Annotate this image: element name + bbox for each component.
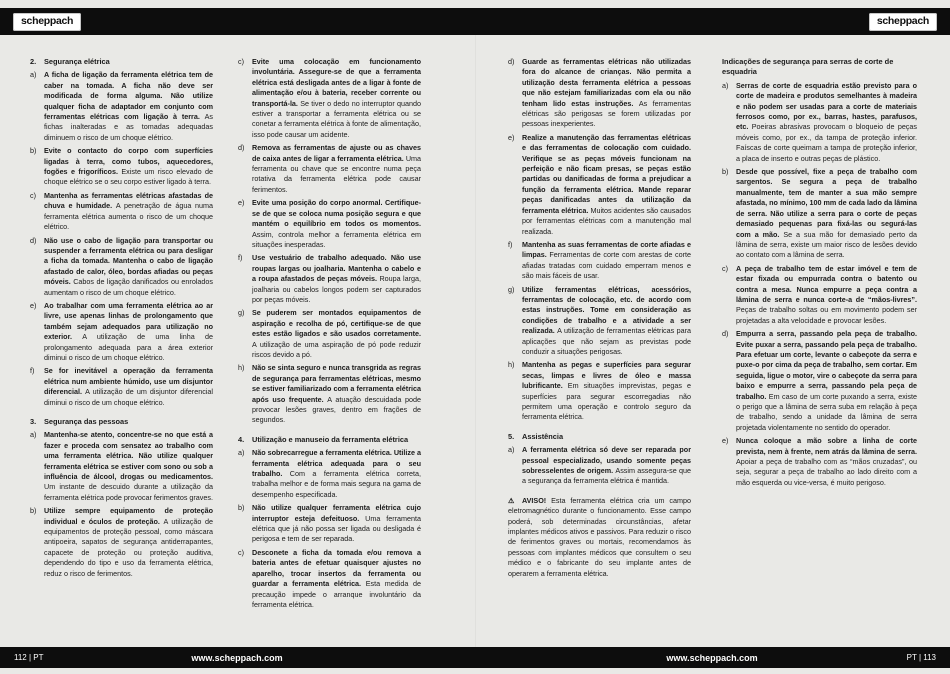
item-lead-text: Remova as ferramentas de ajuste ou as chaves de caixa antes de ligar a ferramenta elétrica.: [252, 143, 421, 163]
item-body-text: Com a ferramenta elétrica correta, trabalha melhor e de forma mais segura na gama de desempenho especificada.: [252, 469, 421, 499]
scheppach-logo-left: [13, 13, 81, 31]
item-marker: e): [238, 198, 245, 208]
item-lead-text: A ficha de ligação da ferramenta elétrica tem de caber na tomada. A ficha não deve ser modificada de forma alguma. Não utilize qualquer ficha de adaptador em conjunto com ferramentas elétricas com ligação à terra.: [44, 70, 213, 122]
item-marker: f): [30, 366, 35, 376]
item-lead-text: Utilize ferramentas elétricas, acessórios, ferramentas de colocação, etc. de acordo com estas instruções. Tome em consideração as condições de trabalho e a atividade a ser realizada.: [522, 284, 691, 336]
item-body-text: A atuação descuidada pode provocar lesões graves, dentro em frações de segundos.: [252, 394, 421, 425]
section-heading: [508, 432, 691, 442]
list-item: [238, 503, 421, 545]
item-body-text: Uma ferramenta ou chave que se encontre numa peça rotativa da ferramenta elétrica pode causar ferimentos.: [252, 153, 421, 194]
item-body-text: A utilização de uma linha de prolongamento adequada para a área exterior diminui o risco de um choque elétrico.: [44, 332, 213, 362]
item-marker: e): [508, 132, 515, 142]
item-body-text: Um instante de descuido durante a utilização da ferramenta elétrica pode provocar ferimentos graves.: [44, 482, 213, 502]
item-body-text: As fichas inalteradas e as tomadas adequadas diminuem o risco de um choque elétrico.: [44, 112, 213, 142]
text-column: [238, 57, 421, 613]
item-lead-text: A peça de trabalho tem de estar imóvel e tem de estar fixada ou empurrada contra o batento ou contra a mesa. Nunca empurre a peça contra a lâmina de serra e nunca corte-a de “mãos-livres”.: [736, 263, 917, 304]
item-lead-text: Realize a manutenção das ferramentas elétricas e das ferramentas de colocação com cuidado. Verifique se as peças móveis funcionam na perfeição e não ficam presas, se peças estão partidas ou danificadas de forma a prejudicar a função da ferramenta elétrica. Mande reparar peças danificadas antes da utilização da ferramenta elétrica.: [522, 132, 691, 215]
section-title: Indicações de segurança para serras de corte de esquadria: [722, 57, 894, 77]
item-marker: c): [722, 263, 728, 273]
list-item: [238, 143, 421, 195]
list-item: [722, 329, 917, 433]
list-item: [30, 70, 213, 143]
top-bar: [0, 8, 950, 35]
item-marker: g): [508, 284, 515, 294]
item-marker: h): [238, 363, 245, 373]
warning-text: Esta ferramenta elétrica cria um campo eletromagnético durante o funcionamento. Esse campo poderá, sob determinadas circunstâncias, afetar implantes médicos ativos e passivos. Para reduzir o risco de ferimentos graves ou mortais, recomendamos às pessoas com implantes médicos que consultem o seu médico e o fabricante do seu implante antes de operarem a ferramenta elétrica.: [508, 495, 691, 578]
item-body-text: Existe um risco elevado de choque elétrico se o seu corpo estiver ligado à terra.: [44, 167, 213, 187]
item-lead-text: Evite o contacto do corpo com superfícies ligadas à terra, como tubos, aquecedores, fogões e frigoríficos.: [44, 146, 213, 177]
item-marker: c): [30, 190, 36, 200]
item-body-text: Em situações imprevistas, pegas e superfícies para segurar escorregadias não permitem uma operação e controlo seguro da ferramenta elétrica.: [522, 381, 691, 422]
item-lead-text: Serras de corte de esquadria estão previsto para o corte de madeira e produtos semelhantes à madeira e não podem ser usadas para a corte de materiais ferrosos como, por ex., barras, hastes, parafusos, etc.: [736, 80, 917, 132]
section-number: 3.: [30, 417, 37, 426]
item-lead-text: Utilize sempre equipamento de proteção individual e óculos de proteção.: [44, 506, 213, 526]
item-lead-text: Mantenha as suas ferramentas de corte afiadas e limpas.: [522, 239, 691, 260]
list-item: [238, 548, 421, 610]
warning-label: AVISO!: [517, 495, 552, 505]
list-item: [508, 240, 691, 282]
section-number: 2.: [30, 57, 37, 66]
list-item: [238, 57, 421, 140]
list-item: [508, 133, 691, 237]
list-item: [30, 506, 213, 579]
item-marker: b): [30, 146, 37, 156]
list-item: [30, 236, 213, 298]
website-url-left: www.scheppach.com: [191, 652, 283, 663]
item-body-text: A utilização de ferramentas elétricas para aplicações que não sejam as previstas pode conduzir a situações perigosas.: [522, 326, 692, 356]
text-column: [30, 57, 213, 613]
list-item: [508, 360, 691, 422]
item-marker: a): [30, 430, 37, 440]
item-lead-text: Evite uma posição do corpo anormal. Certifique-se de que se coloca numa posição segura e que mantém o equilíbrio em todos os momentos.: [252, 198, 421, 229]
section-title: Assistência: [522, 431, 564, 441]
item-lead-text: Se puderem ser montados equipamentos de aspiração e recolha de pó, certifique-se de que estes estão ligados e são usados corretamente.: [252, 308, 421, 339]
item-body-text: Poeiras abrasivas provocam o bloqueio de peças móveis como, por ex., da tampa de proteção inferior. Faíscas de corte queimam a tampa de proteção inferior, a placa de inserto e outras peças de plástico.: [736, 122, 917, 163]
list-item: [238, 308, 421, 360]
item-body-text: Esta medida de precaução impede o arranque involuntário da ferramenta elétrica.: [252, 579, 421, 609]
list-item: [722, 81, 917, 164]
item-body-text: Uma ferramenta elétrica que já não possa ser ligada ou desligada é perigosa e tem de ser reparada.: [252, 513, 421, 544]
list-item: [238, 253, 421, 305]
item-marker: e): [30, 300, 37, 310]
item-body-text: Se tiver o dedo no interruptor quando estiver a transportar a ferramenta elétrica ou se conetar a ferramenta elétrica à fonte de alimentação, isso pode causar um acidente.: [252, 98, 421, 139]
list-item: [238, 198, 421, 250]
item-marker: a): [722, 80, 729, 90]
item-marker: a): [508, 445, 515, 455]
logo-text: scheppach: [21, 14, 74, 27]
manual-pages: [0, 35, 950, 647]
item-body-text: Assim assegura-se que a segurança da ferramenta elétrica é mantida.: [522, 466, 691, 486]
logo-text: scheppach: [876, 14, 929, 27]
item-body-text: Assim, controla melhor a ferramenta elétrica em situações inesperadas.: [252, 229, 421, 249]
section-number: 5.: [508, 431, 515, 441]
section-heading: [30, 57, 213, 67]
page-number-left: 112 | PT: [14, 653, 44, 662]
text-column: [508, 57, 691, 613]
item-body-text: Ferramentas de corte com arestas de corte afiadas tratadas com cuidado emperram menos e são mais fáceis de usar.: [522, 250, 692, 281]
item-lead-text: Ao trabalhar com uma ferramenta elétrica ao ar livre, use apenas linhas de prolongamento que também sejam adequados para utilização no exterior.: [44, 300, 213, 342]
list-item: [722, 264, 917, 326]
item-marker: c): [238, 57, 244, 66]
item-lead-text: Evite uma colocação em funcionamento involuntária. Assegure-se de que a ferramenta elétrica está desligada antes de a ligar à fonte de alimentação e/ou à bateria, receber corrente ou transportá-la.: [252, 57, 421, 108]
item-body-text: A penetração de água numa ferramenta elétrica aumenta o risco de um choque elétrico.: [44, 201, 213, 232]
list-item: [722, 436, 917, 488]
list-item: [508, 445, 691, 487]
item-marker: d): [30, 235, 37, 245]
section-title: Segurança das pessoas: [44, 417, 129, 426]
item-marker: d): [722, 329, 729, 339]
item-marker: f): [508, 239, 513, 249]
item-lead-text: Desde que possível, fixe a peça de trabalho com sargentos. Se segura a peça de trabalho manualmente, tem de manter a sua mão sempre afastada, no mínimo, 100 mm de cada lado da lâmina de serra. Não utilize a serra para o corte de peças demasiado pequenas para fixá-las ou segurá-las com a mão.: [736, 167, 917, 239]
warning-note: [508, 496, 691, 579]
list-item: [238, 363, 421, 425]
list-item: [722, 167, 917, 261]
item-body-text: A utilização de uma aspiração de pó pode reduzir riscos devido a pó.: [252, 339, 421, 359]
item-marker: g): [238, 308, 245, 318]
item-lead-text: Desconete a ficha da tomada e/ou remova a bateria antes de efetuar quaisquer ajustes no aparelho, trocar insertos da ferramenta ou guardar a ferramenta elétrica.: [252, 547, 421, 589]
section-heading: [722, 57, 917, 78]
scheppach-logo-right: [869, 13, 937, 31]
item-body-text: Apoiar a peça de trabalho com as “mãos cruzadas”, ou seja, segurar a peça de trabalho ao lado direito com a mão esquerda ou vice-versa, é muito perigoso.: [736, 457, 917, 487]
manual-columns: [30, 57, 924, 613]
item-marker: e): [722, 436, 729, 446]
item-marker: c): [238, 547, 244, 557]
item-lead-text: Não use o cabo de ligação para transportar ou suspender a ferramenta elétrica ou para desligar a ficha da tomada. Mantenha o cabo de ligação afastado de calor, óleo, bordas afiadas ou peças móveis.: [44, 235, 213, 287]
item-body-text: As ferramentas elétricas são perigosas se forem utilizadas por pessoas inexperientes.: [522, 98, 692, 129]
list-item: [30, 146, 213, 188]
item-lead-text: Não se sinta seguro e nunca transgrida as regras de segurança para ferramentas elétricas, mesmo se estiver familiarizado com a ferramenta elétrica após uso frequente.: [252, 363, 421, 404]
item-body-text: Cabos de ligação danificados ou enrolados aumentam o risco de um choque elétrico.: [44, 277, 213, 297]
list-item: [30, 191, 213, 233]
text-column: [722, 57, 917, 613]
item-lead-text: Mantenha-se atento, concentre-se no que está a fazer e proceda com sensatez ao trabalho com uma ferramenta elétrica. Não utilize qualquer ferramenta elétrica se estiver com sono ou sob a influência de álcool, drogas ou medicamentos.: [44, 430, 213, 482]
list-item: [30, 366, 213, 408]
section-number: 4.: [238, 434, 245, 444]
section-heading: [30, 417, 213, 427]
item-marker: b): [30, 506, 37, 516]
item-body-text: Em caso de um corte puxando a serra, existe o perigo que a lâmina de serra suba em relação à peça de trabalho, sendo a unidade da lâmina de serra projetada violentamente no sentido do operador.: [736, 391, 917, 432]
item-marker: d): [508, 57, 515, 66]
list-item: [30, 430, 213, 503]
item-lead-text: Mantenha as pegas e superfícies para segurar secas, limpas e livres de óleo e massa lubrificante.: [522, 360, 691, 391]
item-marker: b): [722, 167, 729, 177]
item-lead-text: Não utilize qualquer ferramenta elétrica cujo interruptor esteja defeituoso.: [252, 503, 421, 523]
item-marker: f): [238, 253, 243, 263]
item-body-text: Muitos acidentes são causados por ferramentas elétricas com a manutenção mal realizada.: [522, 205, 691, 236]
item-marker: a): [238, 448, 245, 458]
list-item: [508, 285, 691, 358]
item-marker: h): [508, 360, 515, 370]
item-lead-text: A ferramenta elétrica só deve ser reparada por pessoal especializado, usando somente peças sobresselentes de origem.: [522, 445, 691, 476]
warning-triangle-icon: ⚠: [508, 495, 518, 505]
item-lead-text: Use vestuário de trabalho adequado. Não use roupas largas ou joalharia. Mantenha o cabelo e a roupa afastados de peças móveis.: [252, 253, 421, 284]
item-body-text: Peças de trabalho soltas ou em movimento podem ser projetadas a alta velocidade e provocar lesões.: [736, 305, 917, 325]
item-body-text: Roupa larga, joalharia ou cabelos longos podem ser capturados por peças móveis.: [252, 274, 421, 304]
list-item: [30, 301, 213, 363]
item-marker: b): [238, 503, 245, 513]
list-item: [508, 57, 691, 130]
item-lead-text: Se for inevitável a operação da ferramenta elétrica num ambiente húmido, use um disjuntor diferencial.: [44, 366, 213, 397]
item-marker: a): [30, 70, 37, 80]
page-number-right: PT | 113: [906, 653, 936, 662]
item-lead-text: Guarde as ferramentas elétricas não utilizadas fora do alcance de crianças. Não permita a utilização desta ferramenta elétrica a pessoas que não estejam familiarizadas com ela ou não tenham lido estas instruções.: [522, 57, 691, 108]
section-heading: [238, 435, 421, 445]
item-lead-text: Nunca coloque a mão sobre a linha de corte prevista, nem à frente, nem atrás da lâmina de serra.: [736, 436, 917, 456]
list-item: [238, 448, 421, 500]
website-url-right: www.scheppach.com: [666, 652, 758, 663]
item-lead-text: Mantenha as ferramentas elétricas afastadas de chuva e humidade.: [44, 190, 213, 211]
item-body-text: A utilização de equipamentos de proteção pessoal, como máscara antipoeira, sapatos de segurança antiderrapantes, capacete de proteção ou proteção auditiva, dependendo do tipo e uso da ferramenta elétrica, reduz o risco de ferimentos.: [44, 516, 213, 578]
page-gutter: [475, 35, 476, 647]
item-marker: d): [238, 143, 245, 153]
item-lead-text: Não sobrecarregue a ferramenta elétrica. Utilize a ferramenta elétrica adequada para o seu trabalho.: [252, 448, 421, 479]
item-body-text: Se a sua mão for demasiado perto da lâmina de serra, existe um maior risco de lesões devido ao contato com a lâmina de serra.: [736, 229, 918, 260]
footer-bar: [0, 647, 950, 668]
section-title: Utilização e manuseio da ferramenta elétrica: [252, 434, 409, 444]
item-body-text: A utilização de um disjuntor diferencial diminui o risco de um choque elétrico.: [44, 387, 213, 407]
section-title: Segurança elétrica: [44, 57, 110, 66]
item-lead-text: Empurra a serra, passando pela peça de trabalho. Evite puxar a serra, passando pela peça de trabalho. Para efetuar um corte, levante o cabeçote da serra e puxe-o por cima da peça de trabalho, sem cortar. Em seguida, ligue o motor, vire o cabeçote da serra para baixo e empurre a serra, passando pela peça de trabalho.: [736, 329, 917, 401]
